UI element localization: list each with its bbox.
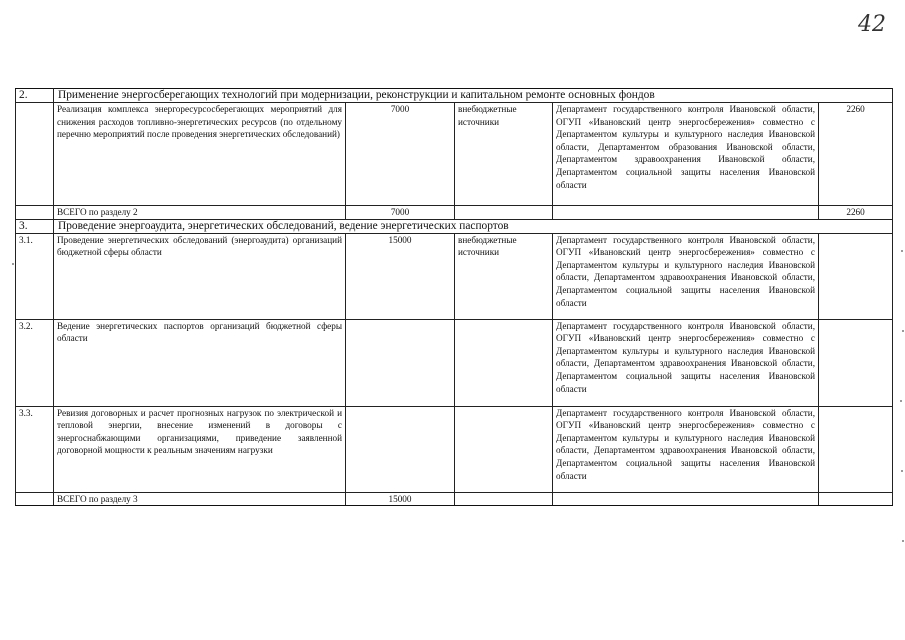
- scan-speck: [12, 263, 14, 265]
- section-header: [16, 89, 893, 103]
- table-row: [16, 233, 893, 319]
- funding-amount: [346, 406, 455, 492]
- section-total-row: [16, 206, 893, 220]
- result-value: 2260: [819, 103, 893, 206]
- scan-speck: [900, 400, 902, 402]
- result-value: [819, 319, 893, 406]
- funding-amount: 7000: [346, 103, 455, 206]
- total-amount: 15000: [346, 492, 455, 506]
- measure-name: Реализация комплекса энергоресурсосберегающих мероприятий для снижения расходов топливно-энергетических ресурсов (по отдельному перечню мероприятий после проведения энергетических обследований): [54, 103, 346, 206]
- table-row: [16, 103, 893, 206]
- executor: Департамент государственного контроля Ивановской области, ОГУП «Ивановский центр энергосбережения» совместно с Департаментом культуры и культурного наследия Ивановской области, Департаментом здравоохранения Ивановской области, Департаментом социальной защиты населения Ивановской области: [553, 319, 819, 406]
- funding-source: [455, 319, 553, 406]
- row-number: 3.2.: [16, 319, 54, 406]
- section-header: [16, 219, 893, 233]
- executor: Департамент государственного контроля Ивановской области, ОГУП «Ивановский центр энергосбережения» совместно с Департаментом культуры и культурного наследия Ивановской области, Департаментом здравоохранения Ивановской области, Департаментом социальной защиты населения Ивановской области: [553, 233, 819, 319]
- total-amount: 7000: [346, 206, 455, 220]
- measure-name: Ведение энергетических паспортов организаций бюджетной сферы области: [54, 319, 346, 406]
- row-number: 3.1.: [16, 233, 54, 319]
- scan-speck: [902, 330, 904, 332]
- executor: Департамент государственного контроля Ивановской области, ОГУП «Ивановский центр энергосбережения» совместно с Департаментом культуры и культурного наследия Ивановской области, Департаментом образования Ивановской области, Департаментом здравоохранения Ивановской области, Департаментом социальной защиты населения Ивановской области: [553, 103, 819, 206]
- total-result: [819, 492, 893, 506]
- result-value: [819, 233, 893, 319]
- funding-source: внебюджетные источники: [455, 103, 553, 206]
- row-number: [16, 103, 54, 206]
- funding-source: внебюджетные источники: [455, 233, 553, 319]
- total-label: ВСЕГО по разделу 3: [54, 492, 346, 506]
- section-total-row: [16, 492, 893, 506]
- executor: Департамент государственного контроля Ивановской области, ОГУП «Ивановский центр энергосбережения» совместно с Департаментом культуры и культурного наследия Ивановской области, Департаментом здравоохранения Ивановской области, Департаментом социальной защиты населения Ивановской области: [553, 406, 819, 492]
- result-value: [819, 406, 893, 492]
- funding-amount: 15000: [346, 233, 455, 319]
- row-number: 3.3.: [16, 406, 54, 492]
- funding-source: [455, 406, 553, 492]
- total-result: 2260: [819, 206, 893, 220]
- section-number: 2.: [16, 89, 54, 103]
- total-label: ВСЕГО по разделу 2: [54, 206, 346, 220]
- program-table: [15, 88, 893, 506]
- table-row: [16, 319, 893, 406]
- table-row: [16, 406, 893, 492]
- funding-amount: [346, 319, 455, 406]
- scan-speck: [902, 540, 904, 542]
- section-number: 3.: [16, 219, 54, 233]
- section-title: Применение энергосберегающих технологий при модернизации, реконструкции и капитальном ремонте основных фондов: [54, 89, 893, 103]
- measure-name: Проведение энергетических обследований (энергоаудита) организаций бюджетной сферы области: [54, 233, 346, 319]
- scan-speck: [901, 250, 903, 252]
- scan-speck: [901, 470, 903, 472]
- section-title: Проведение энергоаудита, энергетических обследований, ведение энергетических паспортов: [54, 219, 893, 233]
- measure-name: Ревизия договорных и расчет прогнозных нагрузок по электрической и тепловой энергии, внесение изменений в договоры с энергоснабжающими организациями, приведение заявленной договорной мощности к реальным значениям нагрузки: [54, 406, 346, 492]
- page-number: 42: [858, 12, 886, 37]
